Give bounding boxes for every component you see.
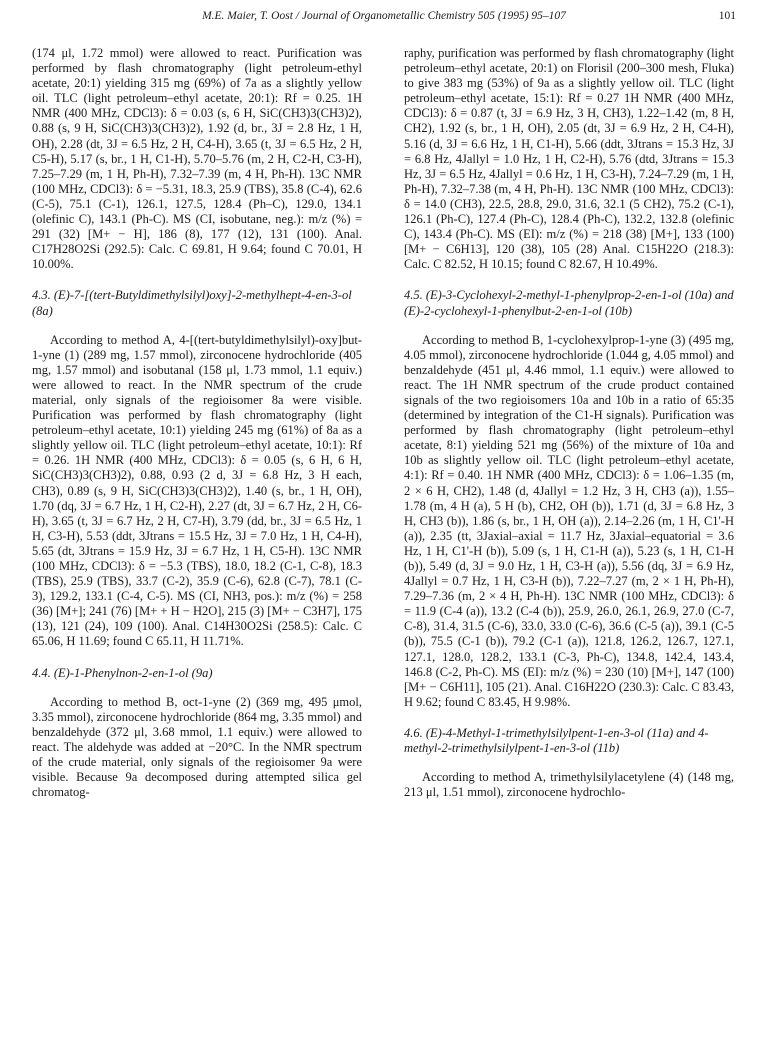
running-header [32, 10, 736, 30]
section-heading-4-6: 4.6. (E)-4-Methyl-1-trimethylsilylpent-1-en-3-ol (11a) and 4-methyl-2-trimethylsilylpent-1-en-3-ol (11b) [404, 725, 709, 756]
paragraph-4-3: According to method A, 4-[(tert-butyldimethylsilyl)-oxy]but-1-yne (1) (289 mg, 1.57 mmol), zirconocene hydrochloride (405 mg, 1.57 mmol) and isobutanal (158 μl, 1.73 mmol, 1.1 equiv.) were allowed to react. In the NMR spectrum of the crude material, only signals of the regioisomer 8a were visible. Purification was performed by flash chromatography (light petroleum–ethyl acetate, 10:1) yielding 245 mg (61%) of 8a as a slightly yellow oil. TLC (light petroleum–ethyl acetate, 10:1): Rf = 0.26. 1H NMR (400 MHz, CDCl3): δ = 0.05 (s, 6 H, 6 H, SiC(CH3)3(CH3)2), 0.88, 0.93 (2 d, 3J = 6.8 Hz, 3 H each, CH3), 0.89 (s, 9 H, SiC(CH3)3(CH3)2), 1.40 (s, br., 1 H, OH), 1.70 (dq, 3J = 6.7 Hz, 1 H, C2-H), 2.27 (dt, 3J = 6.7 Hz, 2 H, C6-H), 3.65 (t, 3J = 6.7 Hz, 2 H, C7-H), 3.79 (dd, br., 3J = 6.5 Hz, 1 H, C3-H), 5.53 (ddt, 3Jtrans = 15.5 Hz, 3J = 7.0 Hz, 1 H, C4-H), 5.65 (dt, 3Jtrans = 15.9 Hz, 3J = 6.7 Hz, 1 H, C5-H). 13C NMR (100 MHz, CDCl3): δ = −5.3 (TBS), 18.0, 18.2 (C-1, C-8), 18.3 (TBS), 25.9 (TBS), 33.7 (C-2), 35.9 (C-6), 62.8 (C-7), 78.1 (C-3), 129.2, 133.1 (C-4, C-5). MS (CI, NH3, pos.): m/z (%) = 258 (36) [M+]; 241 (76) [M+ + H − H2O], 215 (3) [M+ − C3H7], 175 (13), 121 (24), 109 (100). Anal. C14H30O2Si (258.5): Calc. C 65.06, H 11.69; found C 65.11, H 11.71%. [32, 332, 362, 649]
left-column [32, 46, 362, 800]
paragraph-continued: raphy, purification was performed by flash chromatography (light petroleum–ethyl acetate, 20:1) on Florisil (200–300 mesh, Fluka) to give 383 mg (53%) of 9a as a slightly yellow oil. TLC (light petroleum–ethyl acetate, 15:1): Rf = 0.27 1H NMR (400 MHz, CDCl3): δ = 0.87 (t, 3J = 6.9 Hz, 3 H, CH3), 1.22–1.42 (m, 8 H, CH2), 1.92 (s, br., 1 H, OH), 2.05 (dt, 3J = 6.9 Hz, 2 H, C4-H), 5.16 (d, 3J = 6.6 Hz, 1 H, C1-H), 5.66 (ddt, 3Jtrans = 15.3 Hz, 3J = 6.8 Hz, 4Jallyl = 1.0 Hz, 1 H, C2-H), 5.76 (dtd, 3Jtrans = 15.3 Hz, 3J = 6.5 Hz, 4Jallyl = 0.6 Hz, 1 H, C3-H), 7.24–7.29 (m, 1 H, Ph-H), 7.32–7.38 (m, 4 H, Ph-H). 13C NMR (100 MHz, CDCl3): δ = 14.0 (CH3), 22.5, 28.8, 29.0, 31.6, 32.1 (5 CH2), 75.2 (C-1), 126.1 (Ph-C), 127.4 (Ph-C), 128.4 (Ph-C), 132.2, 132.8 (olefinic C), 143.4 (Ph-C). MS (EI): m/z (%) = 218 (38) [M+], 133 (100) [M+ − C6H13], 120 (38), 105 (28) Anal. C15H22O (218.3): Calc. C 82.52, H 10.15; found C 82.67, H 10.49%. [404, 46, 734, 272]
paragraph-4-6: According to method A, trimethylsilylacetylene (4) (148 mg, 213 μl, 1.51 mmol), zirconocene hydrochlo- [404, 770, 734, 800]
section-heading-4-5: 4.5. (E)-3-Cyclohexyl-2-methyl-1-phenylprop-2-en-1-ol (10a) and (E)-2-cyclohexyl-1-phenylbut-2-en-1-ol (10b) [404, 288, 734, 318]
page-number: 101 [718, 10, 736, 22]
right-column [404, 46, 734, 800]
running-title: M.E. Maier, T. Oost / Journal of Organometallic Chemistry 505 (1995) 95–107 [202, 10, 566, 22]
paragraph-4-4: According to method B, oct-1-yne (2) (369 mg, 495 μmol, 3.35 mmol), zirconocene hydrochloride (864 mg, 3.35 mmol) and benzaldehyde (372 μl, 3.68 mmol, 1.1 equiv.) were allowed to react. The aldehyde was added at −20°C. In the NMR spectrum of the crude material, only signals of the regioisomer 9a were visible. Because 9a decomposed during attempted silica gel chromatog- [32, 694, 362, 800]
paragraph-4-5: According to method B, 1-cyclohexylprop-1-yne (3) (495 mg, 4.05 mmol), zirconocene hydrochloride (1.044 g, 4.05 mmol) and benzaldehyde (451 μl, 4.46 mmol, 1.1 equiv.) were allowed to react. The 1H NMR spectrum of the crude product contained signals of the two regioisomers 10a and 10b in a ratio of 65:35 (determined by integration of the C1-H signals). Purification was performed by flash chromatography (light petroleum–ethyl acetate, 8:1) yielding 521 mg (56%) of the mixture of 10a and 10b as slightly yellow oil. TLC (light petroleum–ethyl acetate, 4:1): Rf = 0.40. 1H NMR (400 MHz, CDCl3): δ = 1.06–1.35 (m, 2 × 6 H, CH2), 1.48 (d, 4Jallyl = 1.2 Hz, 3 H, CH3 (a)), 1.55–1.78 (m, 4 H (a), 5 H (b), CH2, OH (b)), 1.71 (d, 3J = 6.8 Hz, 3 H, CH3 (b)), 1.86 (s, br., 1 H, OH (a)), 2.14–2.26 (m, 1 H, C1'-H (a)), 2.35 (tt, 3Jaxial–axial = 11.7 Hz, 3Jaxial–equatorial = 3.6 Hz, 1 H, C1'-H (b)), 5.09 (s, 1 H, C1-H (a)), 5.23 (s, 1 H, C1-H (b)), 5.49 (d, 3J = 9.0 Hz, 1 H, C3-H (a)), 5.56 (dq, 3J = 6.9 Hz, 4Jallyl = 0.7 Hz, 1 H, C3-H (b)), 7.22–7.27 (m, 2 × 1 H, Ph-H), 7.29–7.36 (m, 2 × 4 H, Ph-H). 13C NMR (100 MHz, CDCl3): δ = 11.9 (C-4 (a)), 13.2 (C-4 (b)), 25.9, 26.0, 26.1, 26.9, 27.0 (C-7, C-8), 31.4, 31.5 (C-6), 33.0, 33.0 (C-6), 36.6 (C-5 (a)), 39.1 (C-5 (b)), 75.5 (C-1 (b)), 79.2 (C-1 (a)), 121.8, 126.2, 126.7, 127.1, 127.1, 128.0, 128.2, 133.1 (C-3, Ph-C), 134.8, 142.4, 143.4, 146.8 (C-2, Ph-C). MS (EI): m/z (%) = 230 (10) [M+], 147 (100) [M+ − C6H11], 105 (21). Anal. C16H22O (230.3): Calc. C 83.43, H 9.62; found C 83.45, H 9.98%. [404, 332, 734, 709]
paragraph-continued: (174 μl, 1.72 mmol) were allowed to react. Purification was performed by flash chromatography (light petroleum-ethyl acetate, 20:1) yielding 315 mg (69%) of 7a as a slightly yellow oil. TLC (light petroleum–ethyl acetate, 20:1): Rf = 0.25. 1H NMR (400 MHz, CDCl3): δ = 0.03 (s, 6 H, SiC(CH3)3(CH3)2), 0.88 (s, 9 H, SiC(CH3)3(CH3)2), 1.92 (d, br., 3J = 2.8 Hz, 1 H, OH), 2.28 (dt, 3J = 6.5 Hz, 2 H, C4-H), 3.65 (t, 3J = 6.5 Hz, 2 H, C5-H), 5.17 (s, br., 1 H, C1-H), 5.70–5.76 (m, 2 H, C2-H, C3-H), 7.25–7.29 (m, 1 H, Ph-H), 7.32–7.39 (m, 4 H, Ph-H). 13C NMR (100 MHz, CDCl3): δ = −5.31, 18.3, 25.9 (TBS), 35.8 (C-4), 62.6 (C-5), 75.1 (C-1), 126.1, 127.5, 128.4 (Ph–C), 129.0, 134.1 (olefinic C), 143.1 (Ph-C). MS (CI, isobutane, neg.): m/z (%) = 291 (32) [M+ − H], 186 (8), 177 (12), 131 (100). Anal. C17H28O2Si (292.5): Calc. C 69.81, H 9.64; found C 70.01, H 10.00%. [32, 46, 362, 272]
section-heading-4-3: 4.3. (E)-7-[(tert-Butyldimethylsilyl)oxy]-2-methylhept-4-en-3-ol (8a) [32, 288, 352, 318]
section-heading-4-4: 4.4. (E)-1-Phenylnon-2-en-1-ol (9a) [32, 665, 213, 680]
